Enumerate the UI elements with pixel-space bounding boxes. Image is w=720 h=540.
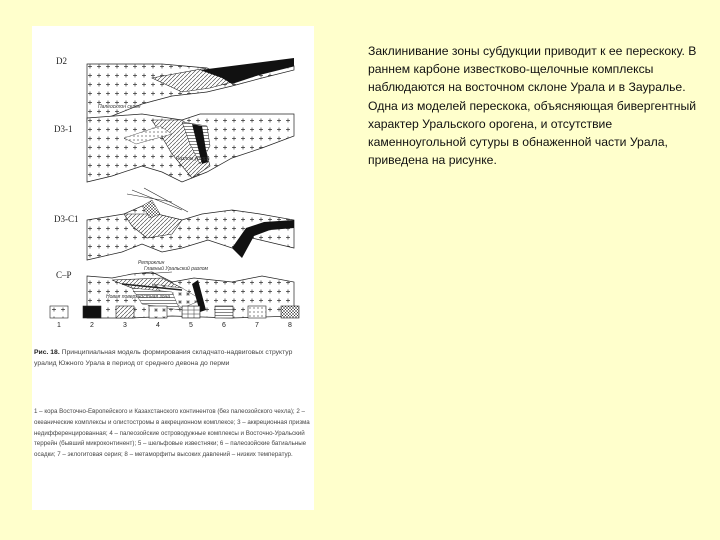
annotation-zone-uplift: Разлом утора [176, 156, 210, 162]
legend-number-8: 8 [288, 322, 292, 329]
caption-text: Принципиальная модель формирования складчато-надвиговых структур уралид Южного Урала в период от среднего девона до перми [34, 349, 293, 367]
legend-number-2: 2 [90, 322, 94, 329]
legend-swatch-1 [50, 306, 68, 318]
cross-section-diagram [32, 26, 314, 346]
stage-label-2: D3-1 [54, 124, 73, 134]
section-stage-2 [87, 114, 294, 182]
legend-number-5: 5 [189, 322, 193, 329]
stage-label-4: C–P [56, 270, 72, 280]
legend-number-6: 6 [222, 322, 226, 329]
annotation-main-fault: Главный Уральский разлом [144, 266, 208, 272]
legend-swatch-3 [116, 306, 134, 318]
annotation-retro-wedge: Ретроклин [138, 260, 165, 266]
caption-label: Рис. 18. [34, 349, 60, 356]
annotation-new-subduction: Новая поверхностная зона [106, 294, 171, 300]
stage-label-1: D2 [56, 56, 67, 66]
legend-swatch-8 [281, 306, 299, 318]
legend-number-3: 3 [123, 322, 127, 329]
annotation-paleo-slope: Палеосклон склон [98, 104, 141, 110]
legend-swatch-6 [215, 306, 233, 318]
legend-swatch-7 [248, 306, 266, 318]
legend-description: 1 – кора Восточно-Европейского и Казахстанского континентов (без палеозойского чехла); 2 – океанические комплексы и олистостромы в аккреционном комплексе; 3 – аккреционная призма недифференцированная; 4 – палеозойские островодужные комплексы и Восточно-Уральский террейн (бывший микроконтинент); 5 – шельфовые известняки; 6 – палеозойские батиальные осадки; 7 – эклогитовая серия; 8 – метаморфиты высоких давлений – низких температур. [34, 408, 310, 459]
legend-number-7: 7 [255, 322, 259, 329]
section-stage-1 [87, 58, 294, 122]
legend-swatch-5 [182, 306, 200, 318]
figure-panel [32, 26, 314, 510]
legend-number-1: 1 [57, 322, 61, 329]
main-paragraph: Заклинивание зоны субдукции приводит к ее перескоку. В раннем карбоне известково-щелочные комплексы наблюдаются на восточном склоне Урала и в Зауралье. Одна из моделей перескока, объясняющая бивергентный характер Уральского орогена, и отсутствие каменноугольной сутуры в обнаженной части Урала, приведена на рисунке. [368, 44, 697, 168]
section-stage-3 [87, 188, 294, 260]
stage-label-3: D3-C1 [54, 214, 79, 224]
legend-swatch-4 [149, 306, 167, 318]
legend-swatch-2 [83, 306, 101, 318]
figure-caption [34, 348, 310, 369]
legend-number-4: 4 [156, 322, 160, 329]
